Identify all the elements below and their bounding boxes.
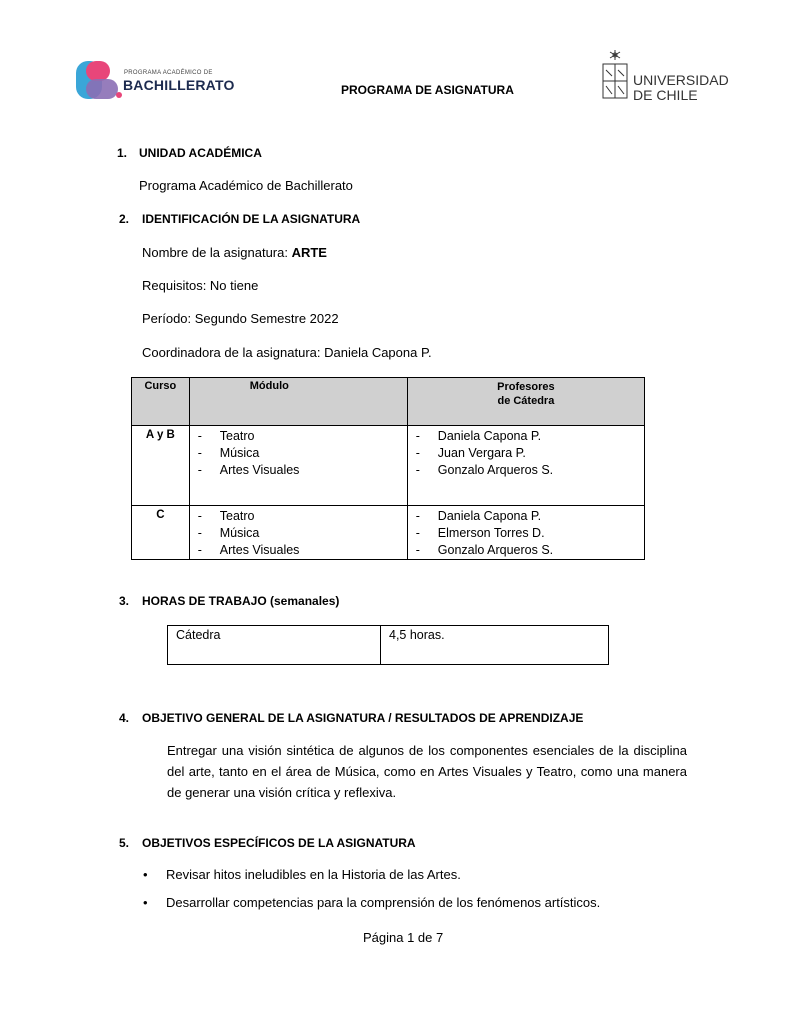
uchile-seal-icon bbox=[602, 48, 628, 100]
list-item: - Artes Visuales bbox=[197, 463, 300, 477]
page-number: Página 1 de 7 bbox=[363, 930, 444, 945]
list-item: - Daniela Capona P. bbox=[415, 429, 542, 443]
modulo-cell bbox=[189, 426, 407, 506]
section-5-number: 5. bbox=[119, 836, 130, 850]
table-row bbox=[132, 426, 645, 506]
section-1-title: UNIDAD ACADÉMICA bbox=[139, 146, 262, 160]
coordinadora: Coordinadora de la asignatura: Daniela Capona P. bbox=[142, 345, 432, 360]
list-item: - Juan Vergara P. bbox=[415, 446, 526, 460]
uchile-line-1: UNIVERSIDAD bbox=[633, 72, 729, 88]
modules-table bbox=[131, 377, 645, 560]
section-4-number: 4. bbox=[119, 711, 130, 725]
section-3-title: HORAS DE TRABAJO (semanales) bbox=[142, 594, 340, 608]
logo-subtitle: PROGRAMA ACADÉMICO DE bbox=[124, 70, 213, 76]
list-item: - Música bbox=[197, 446, 260, 460]
table-row bbox=[168, 626, 609, 665]
list-item bbox=[143, 867, 461, 882]
table-header-row bbox=[132, 378, 645, 426]
list-item: - Artes Visuales bbox=[197, 543, 300, 557]
section-5-title: OBJETIVOS ESPECÍFICOS DE LA ASIGNATURA bbox=[142, 836, 416, 850]
section-2-number: 2. bbox=[119, 212, 130, 226]
list-item: - Gonzalo Arqueros S. bbox=[415, 543, 554, 557]
list-item: - Elmerson Torres D. bbox=[415, 526, 545, 540]
table-row bbox=[132, 506, 645, 560]
header-modulo bbox=[189, 378, 407, 426]
list-item bbox=[143, 895, 600, 910]
list-item: - Daniela Capona P. bbox=[415, 509, 542, 523]
objective-text: Desarrollar competencias para la comprensión de los fenómenos artísticos. bbox=[166, 895, 601, 910]
list-item: - Gonzalo Arqueros S. bbox=[415, 463, 554, 477]
header-curso-label: Curso bbox=[144, 380, 177, 392]
objective-text: Revisar hitos ineludibles en la Historia de las Artes. bbox=[166, 867, 461, 882]
page-title: PROGRAMA DE ASIGNATURA bbox=[341, 83, 514, 97]
profesores-cell bbox=[407, 426, 644, 506]
list-item: - Teatro bbox=[197, 429, 255, 443]
subject-name-label: Nombre de la asignatura: bbox=[142, 245, 292, 260]
uchile-wordmark bbox=[633, 73, 729, 103]
modulo-cell bbox=[189, 506, 407, 560]
hours-label: Cátedra bbox=[168, 626, 381, 665]
subject-name-value: ARTE bbox=[291, 245, 327, 260]
header-profesores-line2: de Cátedra bbox=[497, 395, 555, 407]
header-curso bbox=[132, 378, 190, 426]
bullet-icon: • bbox=[143, 867, 148, 882]
list-item: - Música bbox=[197, 526, 260, 540]
section-1-text: Programa Académico de Bachillerato bbox=[139, 178, 353, 193]
hours-table bbox=[167, 625, 609, 665]
header-profesores bbox=[407, 378, 644, 426]
uchile-line-2: DE CHILE bbox=[633, 87, 698, 103]
periodo: Período: Segundo Semestre 2022 bbox=[142, 311, 339, 326]
curso-cell: A y B bbox=[132, 426, 190, 506]
section-1-number: 1. bbox=[117, 146, 128, 160]
list-item: - Teatro bbox=[197, 509, 255, 523]
profesores-cell bbox=[407, 506, 644, 560]
section-3-number: 3. bbox=[119, 594, 130, 608]
section-4-text: Entregar una visión sintética de algunos de los componentes esenciales de la disciplina del arte, tanto en el área de Música, como en Artes Visuales y Teatro, como una manera de generar una visión crítica y reflexiva. bbox=[167, 743, 687, 800]
requisitos: Requisitos: No tiene bbox=[142, 278, 259, 293]
curso-cell: C bbox=[132, 506, 190, 560]
header-modulo-label: Módulo bbox=[249, 380, 289, 392]
hours-value: 4,5 horas. bbox=[381, 626, 609, 665]
bullet-icon: • bbox=[143, 895, 148, 910]
subject-name bbox=[142, 245, 327, 260]
header-profesores-line1: Profesores bbox=[497, 381, 555, 393]
section-4-title: OBJETIVO GENERAL DE LA ASIGNATURA / RESULTADOS DE APRENDIZAJE bbox=[142, 711, 584, 725]
section-2-title: IDENTIFICACIÓN DE LA ASIGNATURA bbox=[142, 212, 361, 226]
logo-title: BACHILLERATO bbox=[123, 77, 235, 93]
